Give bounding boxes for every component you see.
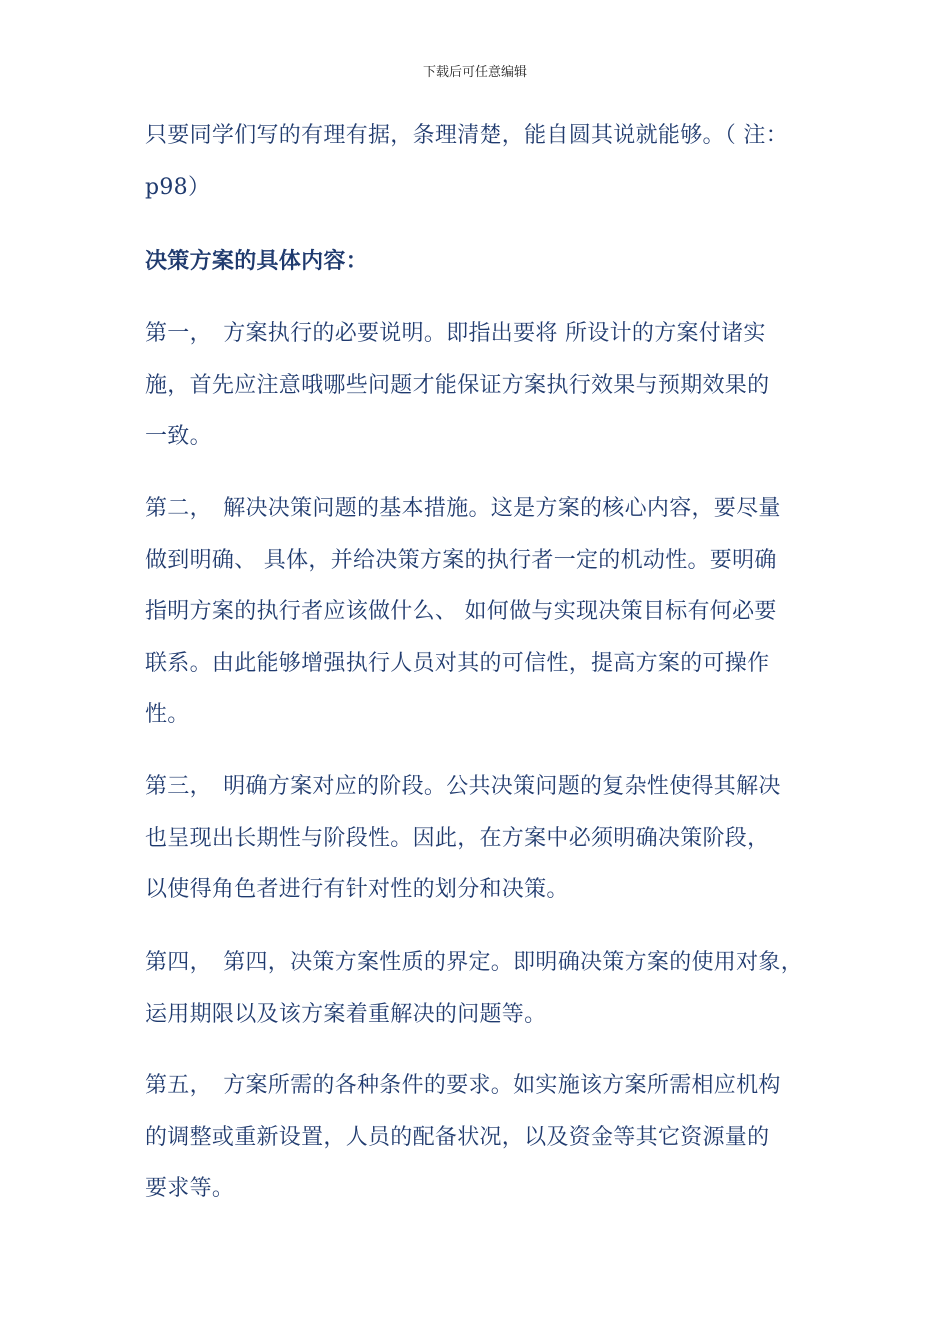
section-5-line-2: 的调整或重新设置，人员的配备状况，以及资金等其它资源量的 xyxy=(145,1124,770,1150)
section-3-paragraph xyxy=(145,761,817,916)
intro-line-2: p98） xyxy=(145,174,211,200)
section-5-line-1: 第五， 方案所需的各种条件的要求。如实施该方案所需相应机构 xyxy=(145,1073,781,1098)
section-2-line-3: 指明方案的执行者应该做什么、 如何做与实现决策目标有何必要 xyxy=(145,599,777,624)
section-3-line-2: 也呈现出长期性与阶段性。因此，在方案中必须明确决策阶段， xyxy=(145,825,770,851)
section-4-line-1: 第四， 第四，决策方案性质的界定。即明确决策方案的使用对象， xyxy=(145,950,804,975)
section-4-paragraph xyxy=(145,937,817,1040)
intro-paragraph xyxy=(145,110,817,213)
section-3-line-1: 第三， 明确方案对应的阶段。公共决策问题的复杂性使得其解决 xyxy=(145,774,781,799)
page-header: 下载后可任意编辑 xyxy=(422,65,527,80)
section-1-line-1: 第一， 方案执行的必要说明。即指出要将 所设计的方案付诸实 xyxy=(145,321,766,346)
section-5-paragraph xyxy=(145,1060,817,1215)
section-1-line-3: 一致。 xyxy=(145,424,212,449)
section-2-line-1: 第二， 解决决策问题的基本措施。这是方案的核心内容，要尽量 xyxy=(145,496,781,521)
section-2-paragraph xyxy=(145,483,817,741)
section-1-paragraph xyxy=(145,308,817,463)
section-heading xyxy=(145,236,817,288)
section-2-line-2: 做到明确、 具体，并给决策方案的执行者一定的机动性。要明确 xyxy=(145,547,777,573)
section-2-line-4: 联系。由此能够增强执行人员对其的可信性，提高方案的可操作 xyxy=(145,650,770,676)
heading-text: 决策方案的具体内容： xyxy=(145,248,369,274)
intro-line-1: 只要同学们写的有理有据，条理清楚，能自圆其说就能够。（ 注： xyxy=(145,123,788,148)
section-4-line-2: 运用期限以及该方案着重解决的问题等。 xyxy=(145,1001,547,1027)
section-2-line-5: 性。 xyxy=(145,702,190,727)
section-5-line-3: 要求等。 xyxy=(145,1176,235,1201)
section-1-line-2: 施，首先应注意哦哪些问题才能保证方案执行效果与预期效果的 xyxy=(145,372,770,398)
section-3-line-3: 以使得角色者进行有针对性的划分和决策。 xyxy=(145,877,569,902)
